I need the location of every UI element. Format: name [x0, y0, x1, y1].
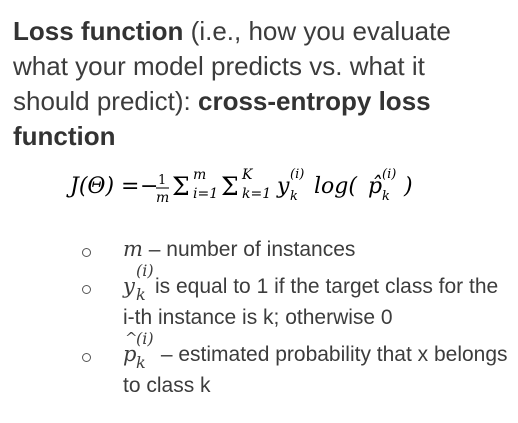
formula-sum1-upper: m [193, 167, 207, 183]
bullet-p-base: ^ p [123, 339, 153, 370]
bullet-symbol-y [123, 261, 154, 304]
bullet-text-3: – estimated probability that x belongs to class k [123, 343, 508, 397]
formula-y-sup: (i) [290, 167, 305, 182]
circle-bullet-icon [82, 248, 91, 257]
bullet-text-2: is equal to 1 if the target class for the i-th instance is k; otherwise 0 [123, 275, 499, 329]
formula-lhs: J(Θ) = [70, 174, 140, 199]
formula-frac-num: 1 [158, 173, 167, 188]
formula-sigma-2: Σ [221, 172, 239, 201]
circle-bullet-icon [82, 285, 91, 294]
cross-entropy-formula [70, 155, 470, 215]
bullet-y-sup: (i) [136, 261, 154, 280]
bullet-symbol-p-hat [123, 329, 154, 372]
heading-bold-start: Loss function [13, 16, 184, 46]
formula-y-sub: k [290, 189, 298, 204]
bullet-y-base: y [123, 274, 135, 298]
formula-p-sub: k [382, 189, 390, 204]
definition-list [80, 234, 510, 401]
formula-log: log( [314, 174, 357, 199]
formula-p-hat: p̂ [368, 174, 383, 199]
heading-bold-end: cross-entropy loss function [13, 86, 431, 151]
circle-bullet-icon [82, 353, 91, 362]
formula-sigma-1: Σ [172, 172, 190, 201]
formula-minus: − [140, 174, 159, 199]
formula-p-sup: (i) [382, 167, 397, 182]
bullet-p-sup: (i) [136, 329, 154, 348]
formula-frac-den: m [156, 190, 170, 206]
formula-y: y [277, 174, 290, 199]
bullet-symbol-m: m [123, 237, 143, 261]
bullet-y-sub: k [136, 285, 146, 304]
formula-sum1-lower: i=1 [193, 186, 219, 202]
heading-middle: (i.e., how you evaluate what your model predicts vs. what it should predict): [13, 16, 451, 116]
formula-sum2-lower: k=1 [242, 186, 272, 202]
formula-svg [70, 155, 470, 215]
heading-text [13, 14, 493, 154]
list-item [80, 329, 510, 401]
formula-close: ) [404, 174, 413, 199]
bullet-text-1: – number of instances [142, 238, 356, 261]
formula-sum2-upper: K [242, 167, 253, 183]
bullet-p-sub: k [136, 353, 146, 372]
